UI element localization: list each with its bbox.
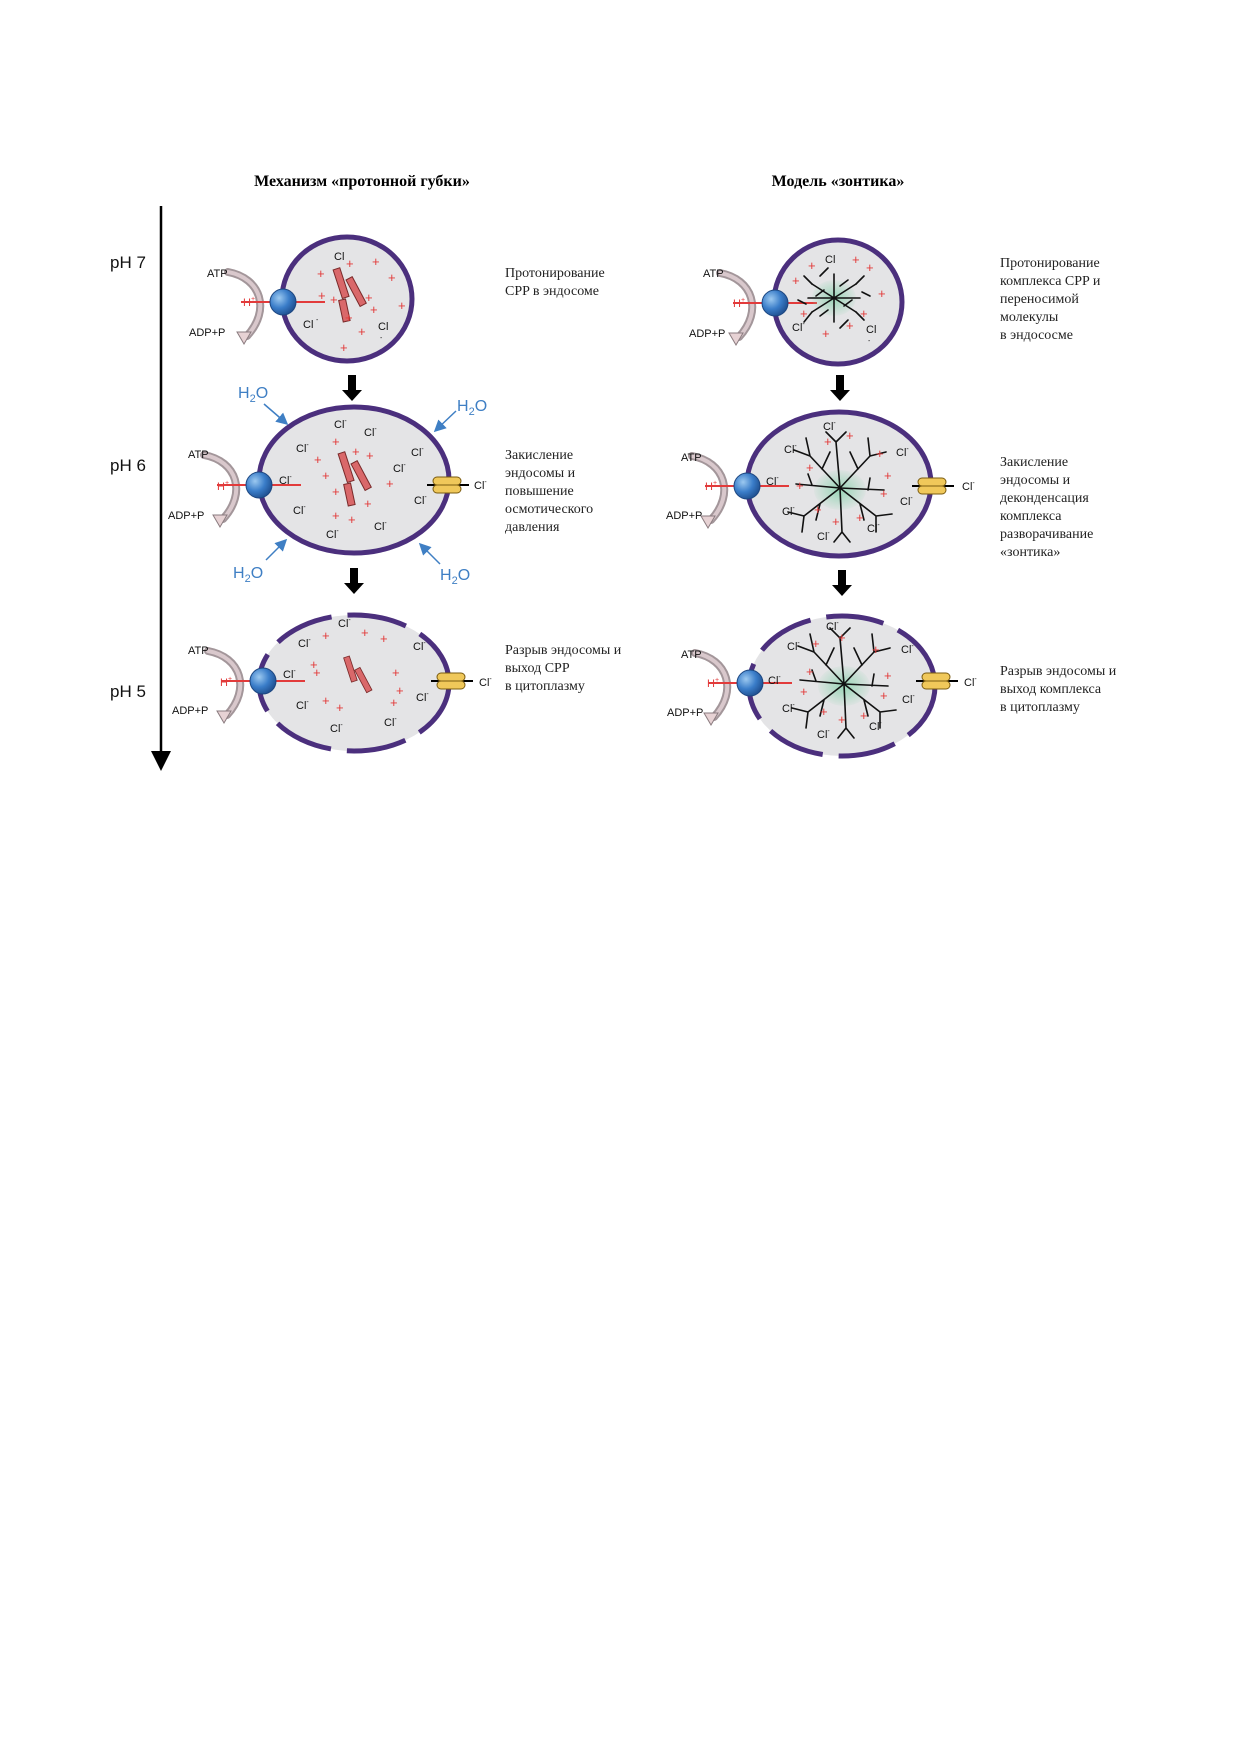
svg-text:Cl-: Cl- — [293, 504, 306, 517]
svg-text:Cl-: Cl- — [782, 505, 795, 518]
svg-text:+: + — [358, 324, 366, 339]
proton-label: H+ — [707, 677, 720, 690]
svg-text:Cl-: Cl- — [296, 442, 309, 455]
adp-label: ADP+P — [689, 328, 726, 340]
proton-label: H+ — [733, 297, 746, 310]
svg-text:Cl: Cl — [334, 251, 345, 263]
water-label: $H_2O$ — [238, 385, 269, 405]
proton-label: H+ — [243, 296, 256, 309]
svg-text:Cl-: Cl- — [330, 722, 343, 735]
svg-text:Cl-: Cl- — [364, 426, 377, 439]
chloride-external: Cl- — [474, 479, 487, 492]
atp-label: ATP — [681, 649, 702, 661]
svg-text:Cl-: Cl- — [414, 494, 427, 507]
atp-label: ATP — [188, 645, 209, 657]
svg-text:+: + — [390, 695, 398, 710]
svg-text:+: + — [838, 712, 846, 727]
svg-text:+: + — [820, 704, 828, 719]
svg-text:+: + — [398, 298, 406, 313]
left-endosome-stage-3 — [172, 615, 492, 751]
chloride-external: Cl- — [964, 676, 977, 689]
svg-text:Cl-: Cl- — [817, 530, 830, 543]
adp-label: ADP+P — [666, 510, 703, 522]
svg-text:+: + — [872, 642, 880, 657]
right-endosome-stage-1 — [689, 240, 902, 364]
svg-text:+: + — [806, 460, 814, 475]
svg-text:Cl-: Cl- — [869, 720, 882, 733]
svg-text:Cl-: Cl- — [326, 528, 339, 541]
svg-text:+: + — [345, 310, 353, 325]
svg-text:+: + — [352, 444, 360, 459]
ruptured-membrane — [259, 615, 449, 751]
svg-text:+: + — [322, 468, 330, 483]
svg-text:+: + — [876, 446, 884, 461]
left-endosome-stage-1 — [189, 237, 412, 361]
svg-text:+: + — [832, 514, 840, 529]
svg-text:Cl-: Cl- — [298, 637, 311, 650]
svg-text:+: + — [310, 657, 318, 672]
atp-label: ATP — [207, 268, 228, 280]
svg-text:+: + — [884, 668, 892, 683]
left-desc-stage-2: Закисление эндосомы и повышение осмотического давления — [505, 448, 594, 535]
svg-text:Cl-: Cl- — [393, 462, 406, 475]
svg-text:+: + — [392, 665, 400, 680]
svg-text:+: + — [380, 631, 388, 646]
svg-text:Cl-: Cl- — [338, 617, 351, 630]
svg-text:+: + — [364, 496, 372, 511]
chloride-channel-icon — [427, 477, 469, 493]
svg-text:+: + — [822, 326, 830, 341]
svg-text:+: + — [348, 512, 356, 527]
svg-text:+: + — [366, 448, 374, 463]
svg-text:+: + — [332, 508, 340, 523]
svg-text:+: + — [332, 484, 340, 499]
svg-text:+: + — [332, 434, 340, 449]
svg-text:+: + — [796, 478, 804, 493]
left-step-arrow-1 — [342, 375, 362, 401]
svg-text:Cl-: Cl- — [384, 716, 397, 729]
adp-label: ADP+P — [168, 510, 205, 522]
ph-label-5: pH 5 — [110, 682, 146, 701]
svg-text:Cl-: Cl- — [826, 620, 839, 633]
svg-text:+: + — [388, 270, 396, 285]
svg-text:Cl-: Cl- — [900, 495, 913, 508]
svg-text:+: + — [346, 256, 354, 271]
svg-text:+: + — [336, 700, 344, 715]
svg-text:-: - — [380, 335, 383, 342]
svg-text:Cl-: Cl- — [283, 668, 296, 681]
svg-text:Cl-: Cl- — [413, 640, 426, 653]
ph-label-7: pH 7 — [110, 253, 146, 272]
svg-text:Cl-: Cl- — [896, 446, 909, 459]
svg-text:Cl-: Cl- — [416, 691, 429, 704]
svg-text:+: + — [322, 628, 330, 643]
svg-text:Cl-: Cl- — [784, 443, 797, 456]
svg-text:Cl: Cl — [378, 321, 389, 333]
proton-label: H+ — [220, 676, 233, 689]
svg-text:Cl-: Cl- — [823, 420, 836, 433]
svg-text:+: + — [313, 665, 321, 680]
adp-label: ADP+P — [189, 327, 226, 339]
atp-label: ATP — [188, 449, 209, 461]
svg-text:+: + — [386, 476, 394, 491]
svg-text:+: + — [800, 306, 808, 321]
svg-text:+: + — [370, 302, 378, 317]
svg-text:+: + — [860, 708, 868, 723]
water-label: $H_2O$ — [233, 565, 264, 585]
svg-text:+: + — [852, 252, 860, 267]
atp-label: ATP — [703, 268, 724, 280]
svg-text:Cl-: Cl- — [766, 475, 779, 488]
right-title: Модель «зонтика» — [771, 173, 905, 190]
right-desc-stage-3: Разрыв эндосомы и выход комплекса в цитоплазму — [1000, 664, 1117, 715]
svg-text:+: + — [322, 693, 330, 708]
svg-text:+: + — [800, 684, 808, 699]
right-step-arrow-1 — [830, 375, 850, 401]
svg-text:+: + — [365, 290, 373, 305]
right-step-arrow-2 — [832, 570, 852, 596]
svg-text:+: + — [808, 258, 816, 273]
svg-text:Cl-: Cl- — [296, 699, 309, 712]
svg-text:+: + — [846, 318, 854, 333]
svg-text:+: + — [314, 452, 322, 467]
svg-text:Cl-: Cl- — [411, 446, 424, 459]
chloride-external: Cl- — [479, 676, 492, 689]
svg-text:+: + — [361, 625, 369, 640]
ph-label-6: pH 6 — [110, 456, 146, 475]
svg-text:+: + — [878, 286, 886, 301]
svg-text:+: + — [812, 636, 820, 651]
svg-text:+: + — [396, 683, 404, 698]
svg-text:Cl: Cl — [825, 254, 836, 266]
svg-text:+: + — [792, 273, 800, 288]
chloride-channel-icon — [431, 673, 473, 689]
svg-text:Cl-: Cl- — [867, 522, 880, 535]
right-desc-stage-1: Протонирование комплекса CPP и переносимой молекулы в эндососме — [1000, 256, 1101, 343]
svg-text:+: + — [318, 288, 326, 303]
proton-label: H+ — [217, 480, 230, 493]
svg-text:+: + — [838, 630, 846, 645]
svg-text:Cl-: Cl- — [782, 702, 795, 715]
right-endosome-stage-2 — [666, 412, 975, 556]
left-title: Механизм «протонной губки» — [254, 173, 470, 190]
svg-text:Cl-: Cl- — [817, 728, 830, 741]
svg-text:+: + — [866, 260, 874, 275]
svg-text:+: + — [880, 688, 888, 703]
svg-text:Cl-: Cl- — [768, 674, 781, 687]
svg-text:Cl-: Cl- — [902, 693, 915, 706]
adp-label: ADP+P — [667, 707, 704, 719]
svg-text:+: + — [340, 340, 348, 355]
water-label: $H_2O$ — [440, 567, 471, 587]
right-desc-stage-2: Закисление эндосомы и деконденсация комплекса разворачивание «зонтика» — [1000, 455, 1094, 560]
svg-text:+: + — [330, 292, 338, 307]
svg-text:+: + — [317, 266, 325, 281]
svg-text:Cl-: Cl- — [901, 643, 914, 656]
adp-label: ADP+P — [172, 705, 209, 717]
svg-text:+: + — [880, 486, 888, 501]
svg-text:+: + — [806, 664, 814, 679]
svg-text:Cl-: Cl- — [787, 640, 800, 653]
chloride-external: Cl- — [962, 480, 975, 493]
svg-text:+: + — [372, 254, 380, 269]
svg-text:Cl-: Cl- — [279, 474, 292, 487]
chloride-channel-icon — [912, 478, 954, 494]
proton-label: H+ — [705, 480, 718, 493]
water-label: $H_2O$ — [457, 398, 488, 418]
svg-text:Cl: Cl — [866, 324, 877, 336]
svg-text:+: + — [884, 468, 892, 483]
svg-text:+: + — [856, 510, 864, 525]
svg-text:Cl: Cl — [303, 319, 314, 331]
svg-text:Cl-: Cl- — [374, 520, 387, 533]
atp-label: ATP — [681, 452, 702, 464]
left-endosome-stage-2 — [168, 407, 487, 553]
svg-text:+: + — [860, 306, 868, 321]
left-step-arrow-2 — [344, 568, 364, 594]
svg-text:-: - — [868, 338, 871, 345]
left-desc-stage-3: Разрыв эндосомы и выход CPP в цитоплазму — [505, 643, 622, 694]
left-desc-stage-1: Протонирование CPP в эндосоме — [505, 266, 605, 299]
svg-text:+: + — [814, 502, 822, 517]
right-endosome-stage-3 — [667, 616, 977, 756]
svg-text:-: - — [316, 317, 319, 324]
svg-text:Cl-: Cl- — [792, 321, 805, 334]
chloride-channel-icon — [916, 673, 958, 689]
svg-text:+: + — [824, 434, 832, 449]
svg-text:+: + — [846, 428, 854, 443]
svg-text:Cl-: Cl- — [334, 418, 347, 431]
